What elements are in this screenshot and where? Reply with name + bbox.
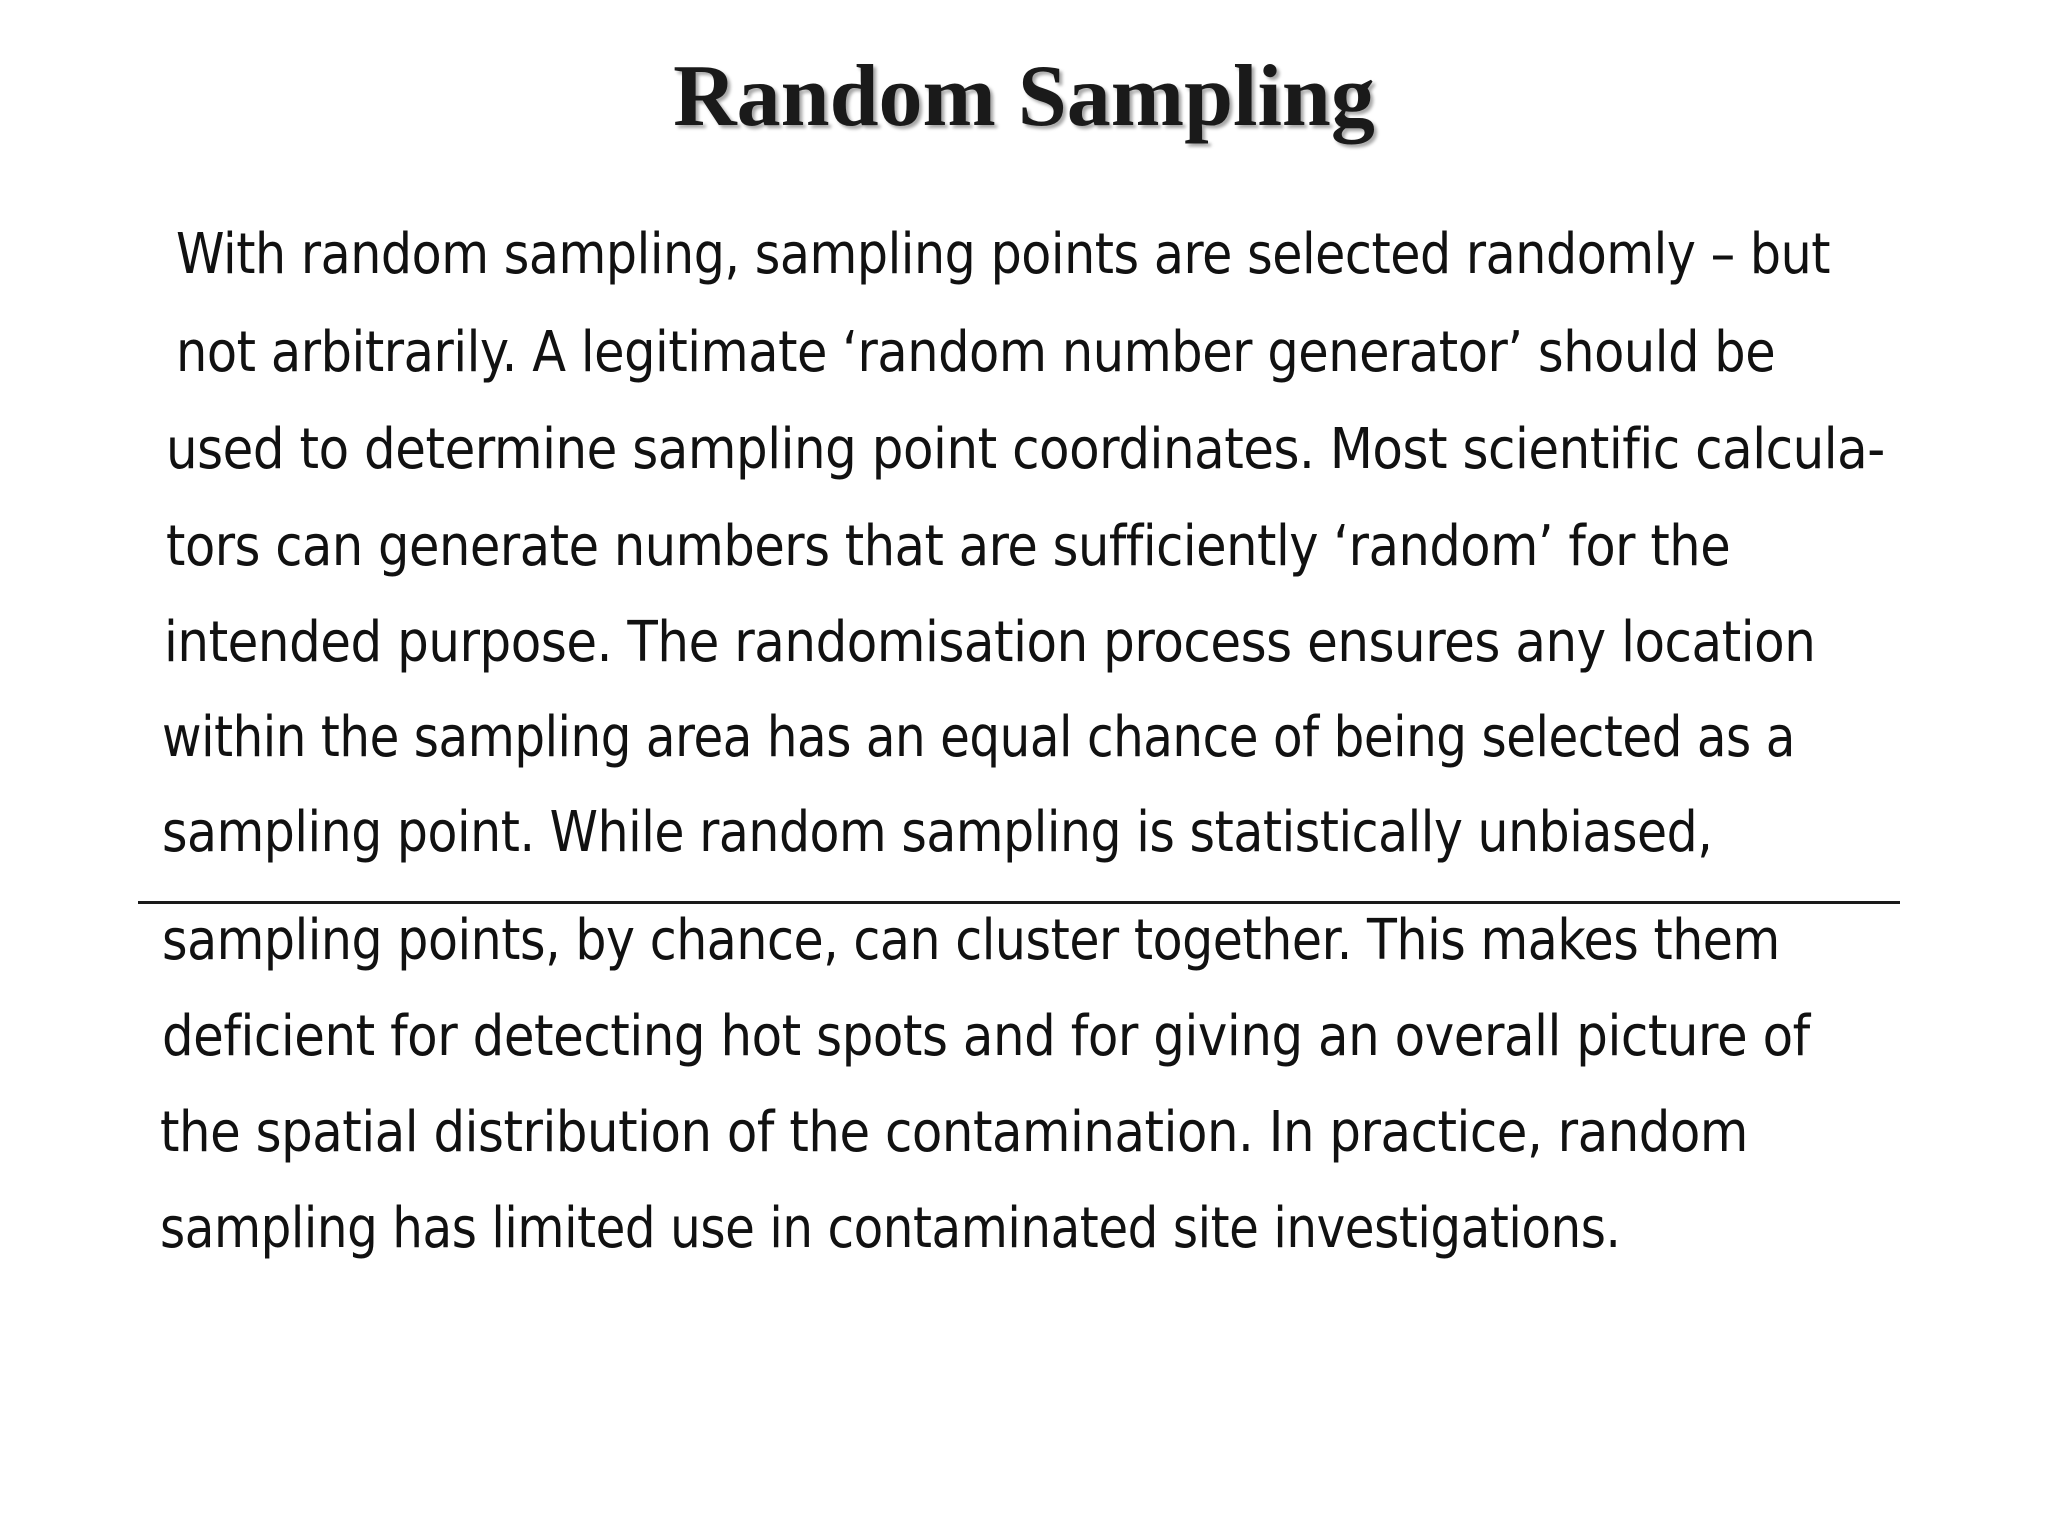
text-line: within the sampling area has an equal chance of being selected as a xyxy=(162,705,1795,770)
text-line: deficient for detecting hot spots and for giving an overall picture of xyxy=(162,1004,1810,1069)
text-line: used to determine sampling point coordinates. Most scientific calcula- xyxy=(166,417,1885,482)
text-line: sampling has limited use in contaminated site investigations. xyxy=(160,1196,1621,1261)
text-line: sampling points, by chance, can cluster together. This makes them xyxy=(162,908,1780,973)
horizontal-rule xyxy=(138,901,1900,904)
text-line: With random sampling, sampling points are selected randomly – but xyxy=(176,222,1831,287)
text-line: the spatial distribution of the contamination. In practice, random xyxy=(160,1100,1748,1165)
text-line: not arbitrarily. A legitimate ‘random number generator’ should be xyxy=(176,320,1776,385)
text-line: tors can generate numbers that are sufficiently ‘random’ for the xyxy=(166,514,1731,579)
text-line: intended purpose. The randomisation process ensures any location xyxy=(164,610,1816,675)
text-line: sampling point. While random sampling is statistically unbiased, xyxy=(162,800,1713,865)
slide-title: Random Sampling xyxy=(673,48,1375,145)
